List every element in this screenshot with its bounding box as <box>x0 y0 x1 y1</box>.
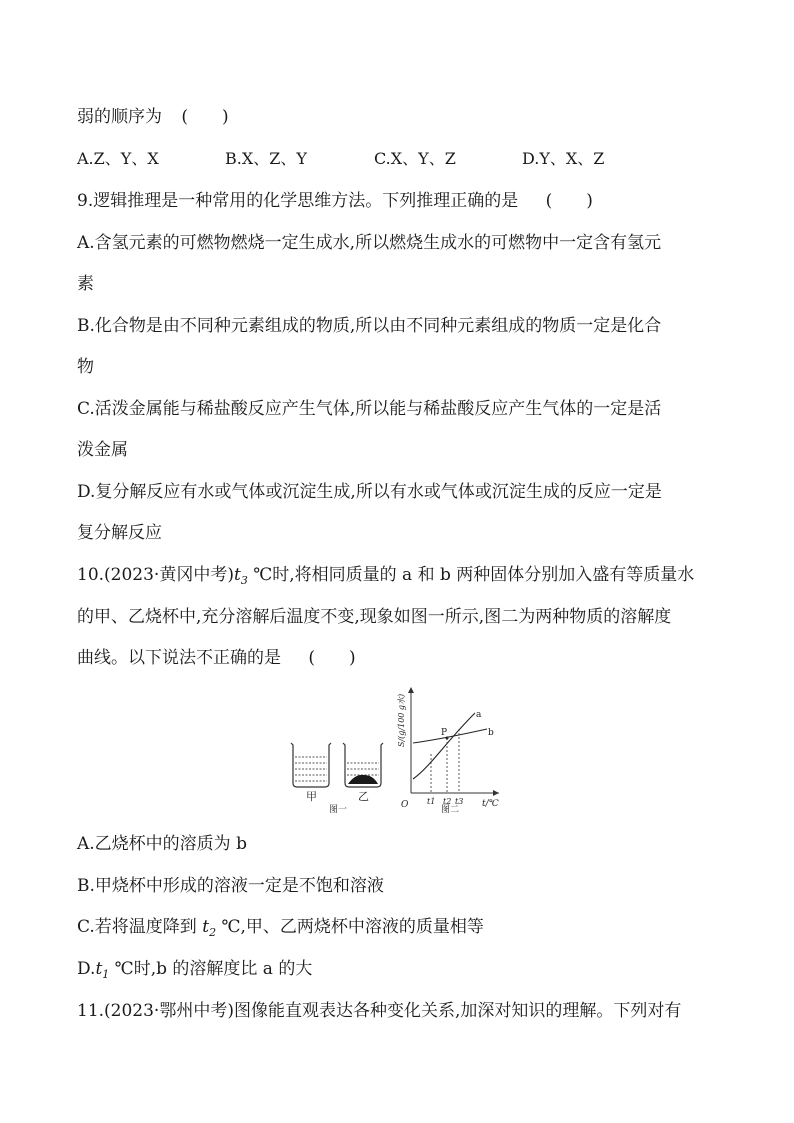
q9-option-d-line2: 复分解反应 <box>77 523 162 543</box>
solubility-chart <box>397 687 500 815</box>
tick-t3: t3 <box>455 797 464 806</box>
q9-stem <box>77 190 593 212</box>
q10-answer-bracket[interactable]: ( ) <box>308 648 356 668</box>
beaker-jia-label: 甲 <box>306 790 317 803</box>
q10-option-d-pre: D. <box>77 959 96 979</box>
q10-option-c-t2-sub: 2 <box>209 926 217 939</box>
point-p-label: P <box>441 728 448 738</box>
tick-t1: t1 <box>427 797 436 806</box>
tick-t2: t2 <box>443 797 452 806</box>
x-axis-label: t/℃ <box>482 799 499 809</box>
origin-label: O <box>401 800 409 810</box>
q8-option-d[interactable]: D.Y、X、Z <box>522 149 605 168</box>
beaker-jia <box>291 743 331 787</box>
fig2-caption: 图二 <box>441 805 460 815</box>
q10-option-d-rest: ℃时,b 的溶解度比 a 的大 <box>109 959 313 979</box>
q10-option-d-t1-sub: 1 <box>102 968 110 981</box>
q10-stem-rest: ℃时,将相同质量的 a 和 b 两种固体分别加入盛有等质量水 <box>247 565 695 585</box>
q9-option-b-line1[interactable]: B.化合物是由不同种元素组成的物质,所以由不同种元素组成的物质一定是化合 <box>77 316 662 336</box>
q9-option-a-line1[interactable]: A.含氢元素的可燃物燃烧一定生成水,所以燃烧生成水的可燃物中一定含有氢元 <box>77 233 662 253</box>
curve-a-label: a <box>476 710 482 720</box>
curve-a <box>413 713 475 779</box>
q10-number: 10.(2023·黄冈中考) <box>77 565 234 585</box>
curve-b-label: b <box>488 728 494 738</box>
undissolved-solid <box>348 775 378 784</box>
q9-option-c-line1[interactable]: C.活泼金属能与稀盐酸反应产生气体,所以能与稀盐酸反应产生气体的一定是活 <box>77 399 662 419</box>
fig1-caption: 图一 <box>329 805 348 815</box>
q10-option-a[interactable]: A.乙烧杯中的溶质为 b <box>77 834 247 854</box>
q9-option-c-line2: 泼金属 <box>77 440 128 460</box>
q11-stem: 11.(2023·鄂州中考)图像能直观表达各种变化关系,加深对知识的理解。下列对有 <box>77 1001 682 1021</box>
q8-stem-tail <box>77 106 229 128</box>
q10-option-d[interactable] <box>77 958 312 982</box>
q8-option-c[interactable]: C.X、Y、Z <box>374 149 456 168</box>
q9-answer-bracket[interactable]: ( ) <box>545 191 593 211</box>
q10-stem-line2: 的甲、乙烧杯中,充分溶解后温度不变,现象如图一所示,图二为两种物质的溶解度 <box>77 607 672 627</box>
q8-stem-text: 弱的顺序为 <box>77 107 162 127</box>
q10-stem-text: 曲线。以下说法不正确的是 <box>77 648 281 668</box>
q10-option-c-pre: C.若将温度降到 <box>77 917 203 937</box>
q8-option-b[interactable]: B.X、Z、Y <box>225 149 307 168</box>
q10-figure <box>285 683 505 815</box>
x-axis-arrow <box>493 790 499 796</box>
q9-option-d-line1[interactable]: D.复分解反应有水或气体或沉淀生成,所以有水或气体或沉淀生成的反应一定是 <box>77 482 662 502</box>
beaker-yi-label: 乙 <box>358 790 369 803</box>
q10-option-c-t: t <box>202 917 210 937</box>
y-axis-label: S/(g/100 g水) <box>397 693 406 747</box>
q10-t3-sub: 3 <box>240 574 248 587</box>
q10-stem-line3 <box>77 647 356 669</box>
q8-option-a[interactable]: A.Z、Y、X <box>77 149 159 168</box>
q8-answer-bracket[interactable]: ( ) <box>181 107 229 127</box>
y-axis-arrow <box>408 687 414 693</box>
q10-option-c[interactable] <box>77 916 484 940</box>
q10-option-b[interactable]: B.甲烧杯中形成的溶液一定是不饱和溶液 <box>77 876 384 896</box>
beaker-yi <box>343 743 383 787</box>
q10-option-d-t: t <box>95 959 103 979</box>
q9-option-a-line2: 素 <box>77 274 94 294</box>
q9-option-b-line2: 物 <box>77 357 94 377</box>
q9-stem-text: 9.逻辑推理是一种常用的化学思维方法。下列推理正确的是 <box>77 191 519 211</box>
q10-t-var: t <box>233 565 241 585</box>
q10-option-c-rest: ℃,甲、乙两烧杯中溶液的质量相等 <box>216 917 484 937</box>
q10-stem-line1 <box>77 564 694 588</box>
